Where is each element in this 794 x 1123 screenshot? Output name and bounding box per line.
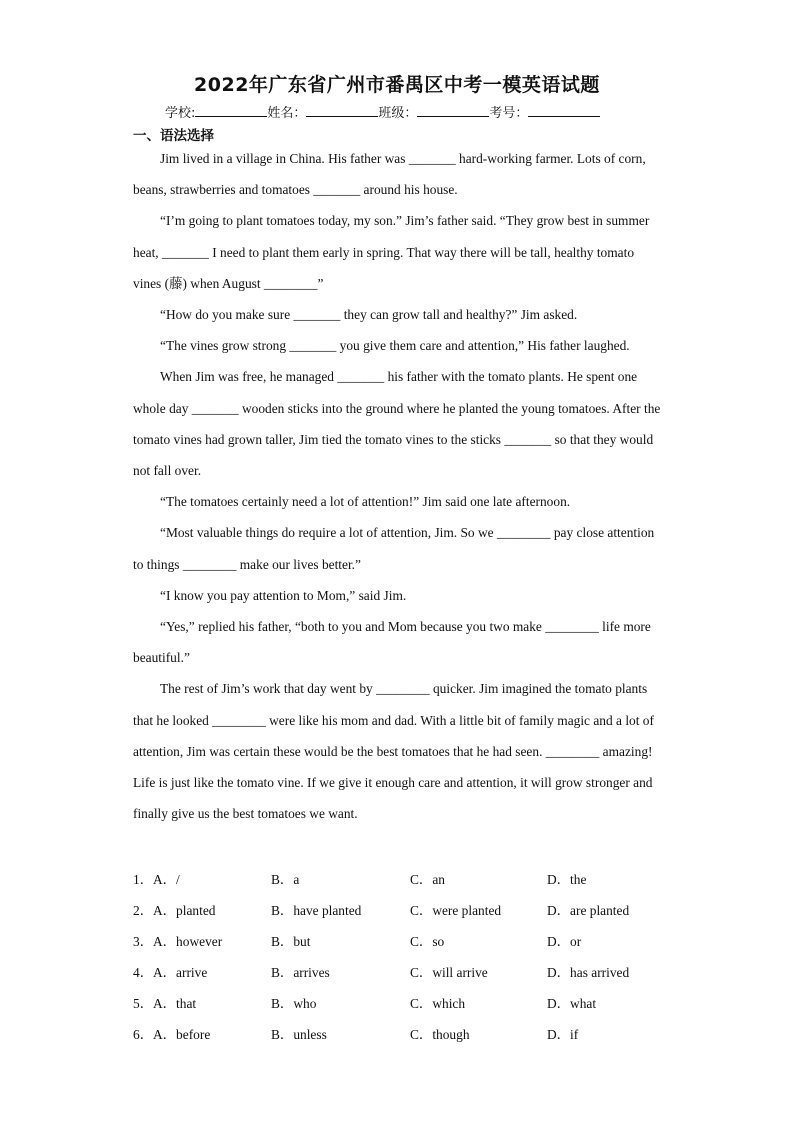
option-c[interactable]: C．so (410, 934, 445, 949)
question-row (133, 900, 693, 931)
option-c[interactable]: C．though (410, 1027, 470, 1042)
option-a[interactable]: A．arrive (153, 965, 208, 980)
option-a[interactable]: A．/ (153, 872, 180, 887)
option-b[interactable]: B．a (271, 872, 300, 887)
option-b[interactable]: B．unless (271, 1027, 327, 1042)
option-c[interactable]: C．were planted (410, 903, 502, 918)
question-row (133, 993, 693, 1024)
option-a[interactable]: A．however (153, 934, 223, 949)
passage-paragraph: When Jim was free, he managed _______ his father with the tomato plants. He spent one whole day _______ wooden sticks into the ground where he planted the young tomatoes. After the tomato vines had grown taller, Jim tied the tomato vines to the sticks _______ so that they would not fall over. (133, 369, 661, 479)
option-d[interactable]: D．has arrived (547, 965, 630, 980)
class-blank[interactable] (417, 104, 489, 117)
passage-paragraph: Jim lived in a village in China. His father was _______ hard-working farmer. Lots of corn, beans, strawberries and tomatoes _______ around his house. (133, 151, 646, 198)
question-number: 2． (133, 903, 154, 918)
student-info-line (165, 102, 645, 121)
question-number: 6． (133, 1027, 154, 1042)
number-blank[interactable] (528, 104, 600, 117)
option-d[interactable]: D．what (547, 996, 597, 1011)
question-row (133, 931, 693, 962)
option-b[interactable]: B．who (271, 996, 317, 1011)
number-label: 考号： (489, 106, 529, 121)
option-b[interactable]: B．but (271, 934, 311, 949)
question-number: 5． (133, 996, 154, 1011)
question-row (133, 869, 693, 900)
passage-paragraph: “The vines grow strong _______ you give them care and attention,” His father laughed. (160, 338, 630, 354)
option-a[interactable]: A．before (153, 1027, 211, 1042)
option-d[interactable]: D．the (547, 872, 587, 887)
passage-paragraph: “Most valuable things do require a lot of attention, Jim. So we ________ pay close attention to things ________ make our lives better.” (133, 525, 655, 572)
reading-passage (133, 143, 663, 829)
option-b[interactable]: B．have planted (271, 903, 362, 918)
question-number: 1． (133, 872, 154, 887)
section-title: 一、语法选择 (133, 128, 214, 144)
passage-paragraph: “How do you make sure _______ they can grow tall and healthy?” Jim asked. (160, 307, 578, 323)
passage-paragraph: “Yes,” replied his father, “both to you and Mom because you two make ________ life more beautiful.” (133, 619, 651, 666)
school-label: 学校: (165, 106, 196, 121)
question-number: 3． (133, 934, 154, 949)
option-d[interactable]: D．are planted (547, 903, 630, 918)
passage-paragraph: “I know you pay attention to Mom,” said Jim. (160, 587, 407, 603)
option-c[interactable]: C．will arrive (410, 965, 488, 980)
class-label: 班级： (378, 106, 418, 121)
passage-paragraph: “I’m going to plant tomatoes today, my son.” Jim’s father said. “They grow best in summer heat, _______ I need to plant them early in spring. That way there will be tall, healthy tomato vines (藤) when August ________” (133, 213, 650, 291)
option-a[interactable]: A．planted (153, 903, 216, 918)
option-c[interactable]: C．which (410, 996, 466, 1011)
option-d[interactable]: D．if (547, 1027, 579, 1042)
question-row (133, 1024, 693, 1055)
passage-paragraph: “The tomatoes certainly need a lot of attention!” Jim said one late afternoon. (160, 494, 571, 510)
passage-paragraph: The rest of Jim’s work that day went by ________ quicker. Jim imagined the tomato plants that he looked ________ were like his mom and dad. With a little bit of family magic and a lot of attention, Jim was certain these would be the best tomatoes that he had seen. ________ amazing! (133, 681, 654, 759)
option-a[interactable]: A．that (153, 996, 197, 1011)
question-row (133, 962, 693, 993)
name-label: 姓名： (267, 106, 307, 121)
option-c[interactable]: C．an (410, 872, 445, 887)
passage-closing: Life is just like the tomato vine. If we give it enough care and attention, it will grow stronger and finally give us the best tomatoes we want. (133, 775, 653, 822)
school-blank[interactable] (195, 104, 267, 117)
option-d[interactable]: D．or (547, 934, 582, 949)
page-title: 2022年广东省广州市番禺区中考一模英语试题 (194, 74, 600, 96)
option-b[interactable]: B．arrives (271, 965, 330, 980)
name-blank[interactable] (306, 104, 378, 117)
question-number: 4． (133, 965, 154, 980)
